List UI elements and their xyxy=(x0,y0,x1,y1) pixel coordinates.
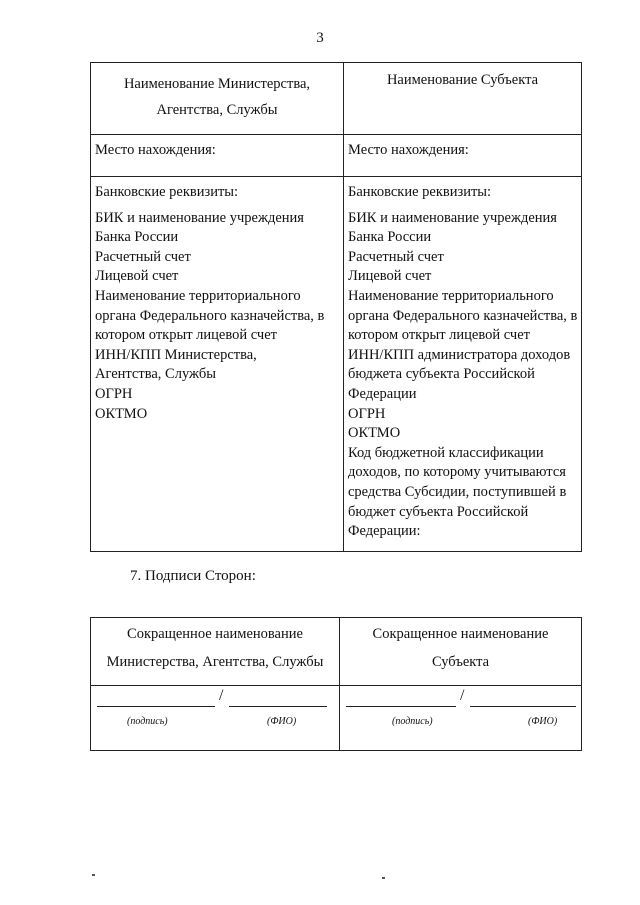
ministry-bank-line: органа Федерального казначейства, в xyxy=(95,307,325,324)
ministry-bank-line: Банка России xyxy=(95,229,179,246)
subject-bank-line: Федерации xyxy=(348,385,417,402)
subject-bank-line: БИК и наименование учреждения xyxy=(348,209,557,226)
ministry-name-field[interactable] xyxy=(229,692,327,707)
subject-bank-line: Банка России xyxy=(348,229,432,246)
ministry-sign-caption: (подпись) xyxy=(127,716,168,727)
scan-artifact xyxy=(382,877,385,879)
subject-bank-line: органа Федерального казначейства, в xyxy=(348,307,578,324)
ministry-bank-line: ОКТМО xyxy=(95,405,148,422)
subject-bank-line: бюджета субъекта Российской xyxy=(348,366,535,383)
ministry-name-header xyxy=(91,63,344,135)
ministry-signature-slash: / xyxy=(219,687,224,704)
ministry-header-line: Агентства, Службы xyxy=(156,102,278,118)
subject-short-name-line: Сокращенное наименование xyxy=(372,626,549,642)
page-number: 3 xyxy=(316,30,324,46)
scan-artifact xyxy=(92,874,95,876)
ministry-signature-field[interactable] xyxy=(97,692,215,707)
subject-bank-line: ОКТМО xyxy=(348,425,401,442)
ministry-signature-cell xyxy=(91,686,340,751)
ministry-bank-details xyxy=(91,177,344,552)
ministry-location-cell xyxy=(91,135,344,177)
subject-bank-line: доходов, по которому учитываются xyxy=(348,464,566,481)
requisites-table xyxy=(90,62,582,552)
subject-short-name-line: Субъекта xyxy=(431,654,490,670)
ministry-bank-line: Расчетный счет xyxy=(95,248,191,265)
subject-bank-line: Код бюджетной классификации xyxy=(348,444,544,461)
ministry-short-name-header xyxy=(91,618,340,686)
ministry-location-label: Место нахождения: xyxy=(95,142,216,158)
signature-row xyxy=(91,686,582,751)
ministry-bank-title: Банковские реквизиты: xyxy=(95,184,239,200)
subject-signature-slash: / xyxy=(460,687,465,704)
subject-name-field[interactable] xyxy=(470,692,576,707)
subject-bank-line: ИНН/КПП администратора доходов xyxy=(348,346,571,363)
subject-bank-line: Расчетный счет xyxy=(348,248,444,265)
ministry-bank-line: ОГРН xyxy=(95,385,133,402)
subject-bank-line: Лицевой счет xyxy=(348,268,432,285)
subject-bank-line: ОГРН xyxy=(348,405,386,422)
subject-sign-caption: (подпись) xyxy=(392,716,433,727)
signatures-section-title: 7. Подписи Сторон: xyxy=(130,568,256,584)
ministry-bank-line: ИНН/КПП Министерства, xyxy=(95,346,257,363)
subject-name-header xyxy=(344,63,582,135)
subject-bank-line: Федерации: xyxy=(348,523,421,540)
bank-details-row xyxy=(91,177,582,552)
ministry-short-name-line: Министерства, Агентства, Службы xyxy=(106,654,324,670)
ministry-bank-line: Лицевой счет xyxy=(95,268,179,285)
subject-bank-line: средства Субсидии, поступившей в xyxy=(348,483,567,500)
subject-bank-title: Банковские реквизиты: xyxy=(348,184,492,200)
subject-name-caption: (ФИО) xyxy=(528,716,558,727)
ministry-bank-line: БИК и наименование учреждения xyxy=(95,209,304,226)
subject-header-line: Наименование Субъекта xyxy=(386,72,539,88)
subject-bank-line: Наименование территориального xyxy=(348,287,554,304)
location-row xyxy=(91,135,582,177)
subject-bank-line: котором открыт лицевой счет xyxy=(348,327,530,344)
ministry-name-caption: (ФИО) xyxy=(267,716,297,727)
header-row xyxy=(91,63,582,135)
subject-bank-line: бюджет субъекта Российской xyxy=(348,503,529,520)
subject-short-name-header xyxy=(340,618,582,686)
subject-location-label: Место нахождения: xyxy=(348,142,469,158)
ministry-bank-line: Агентства, Службы xyxy=(95,366,216,383)
signatures-table xyxy=(90,617,582,751)
ministry-bank-line: Наименование территориального xyxy=(95,287,301,304)
ministry-header-line: Наименование Министерства, xyxy=(123,76,311,92)
ministry-bank-line: котором открыт лицевой счет xyxy=(95,327,277,344)
subject-bank-details xyxy=(344,177,582,552)
ministry-short-name-line: Сокращенное наименование xyxy=(127,626,303,642)
subject-location-cell xyxy=(344,135,582,177)
subject-signature-field[interactable] xyxy=(346,692,456,707)
subject-signature-cell xyxy=(340,686,582,751)
signature-header-row xyxy=(91,618,582,686)
